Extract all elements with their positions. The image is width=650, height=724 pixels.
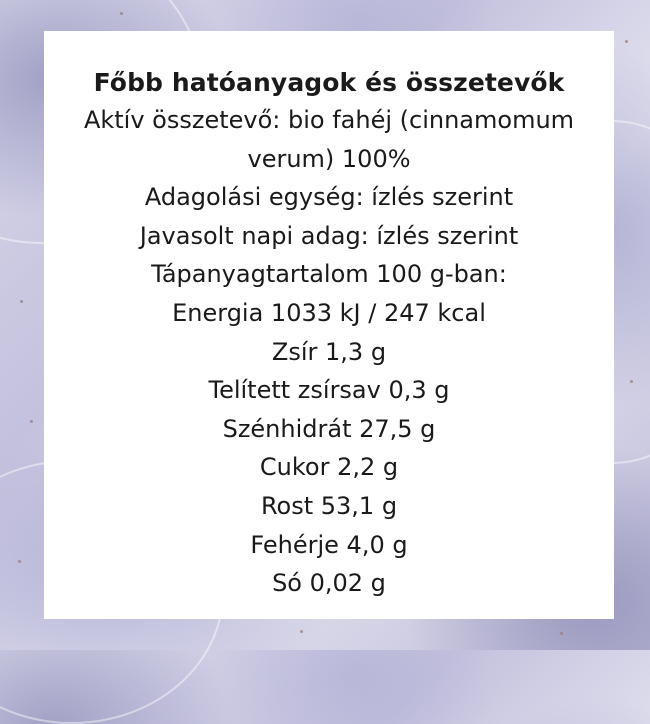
daily-dose-line: Javasolt napi adag: ízlés szerint [139,221,519,250]
glitter-speck [630,380,633,383]
dosage-unit-line: Adagolási egység: ízlés szerint [144,183,514,212]
active-ingredient-line: Aktív összetevő: bio fahéj (cinnamomum verum) 100% [83,106,575,173]
glitter-speck [560,632,563,635]
saturated-fat-line: Telített zsírsav 0,3 g [208,376,450,405]
protein-line: Fehérje 4,0 g [250,530,408,559]
glitter-speck [625,40,628,43]
fat-line: Zsír 1,3 g [271,337,387,366]
energy-line: Energia 1033 kJ / 247 kcal [172,298,486,327]
sugar-line: Cukor 2,2 g [259,453,399,482]
glitter-speck [300,630,303,633]
carbohydrate-line: Szénhidrát 27,5 g [222,414,436,443]
glitter-speck [30,420,33,423]
fiber-line: Rost 53,1 g [260,491,398,520]
salt-line: Só 0,02 g [272,569,386,598]
glitter-speck [20,300,23,303]
glitter-speck [18,560,21,563]
nutrition-card [44,31,614,619]
card-title: Főbb hatóanyagok és összetevők [93,68,565,97]
nutrition-heading-line: Tápanyagtartalom 100 g-ban: [151,260,507,289]
glitter-speck [120,12,123,15]
